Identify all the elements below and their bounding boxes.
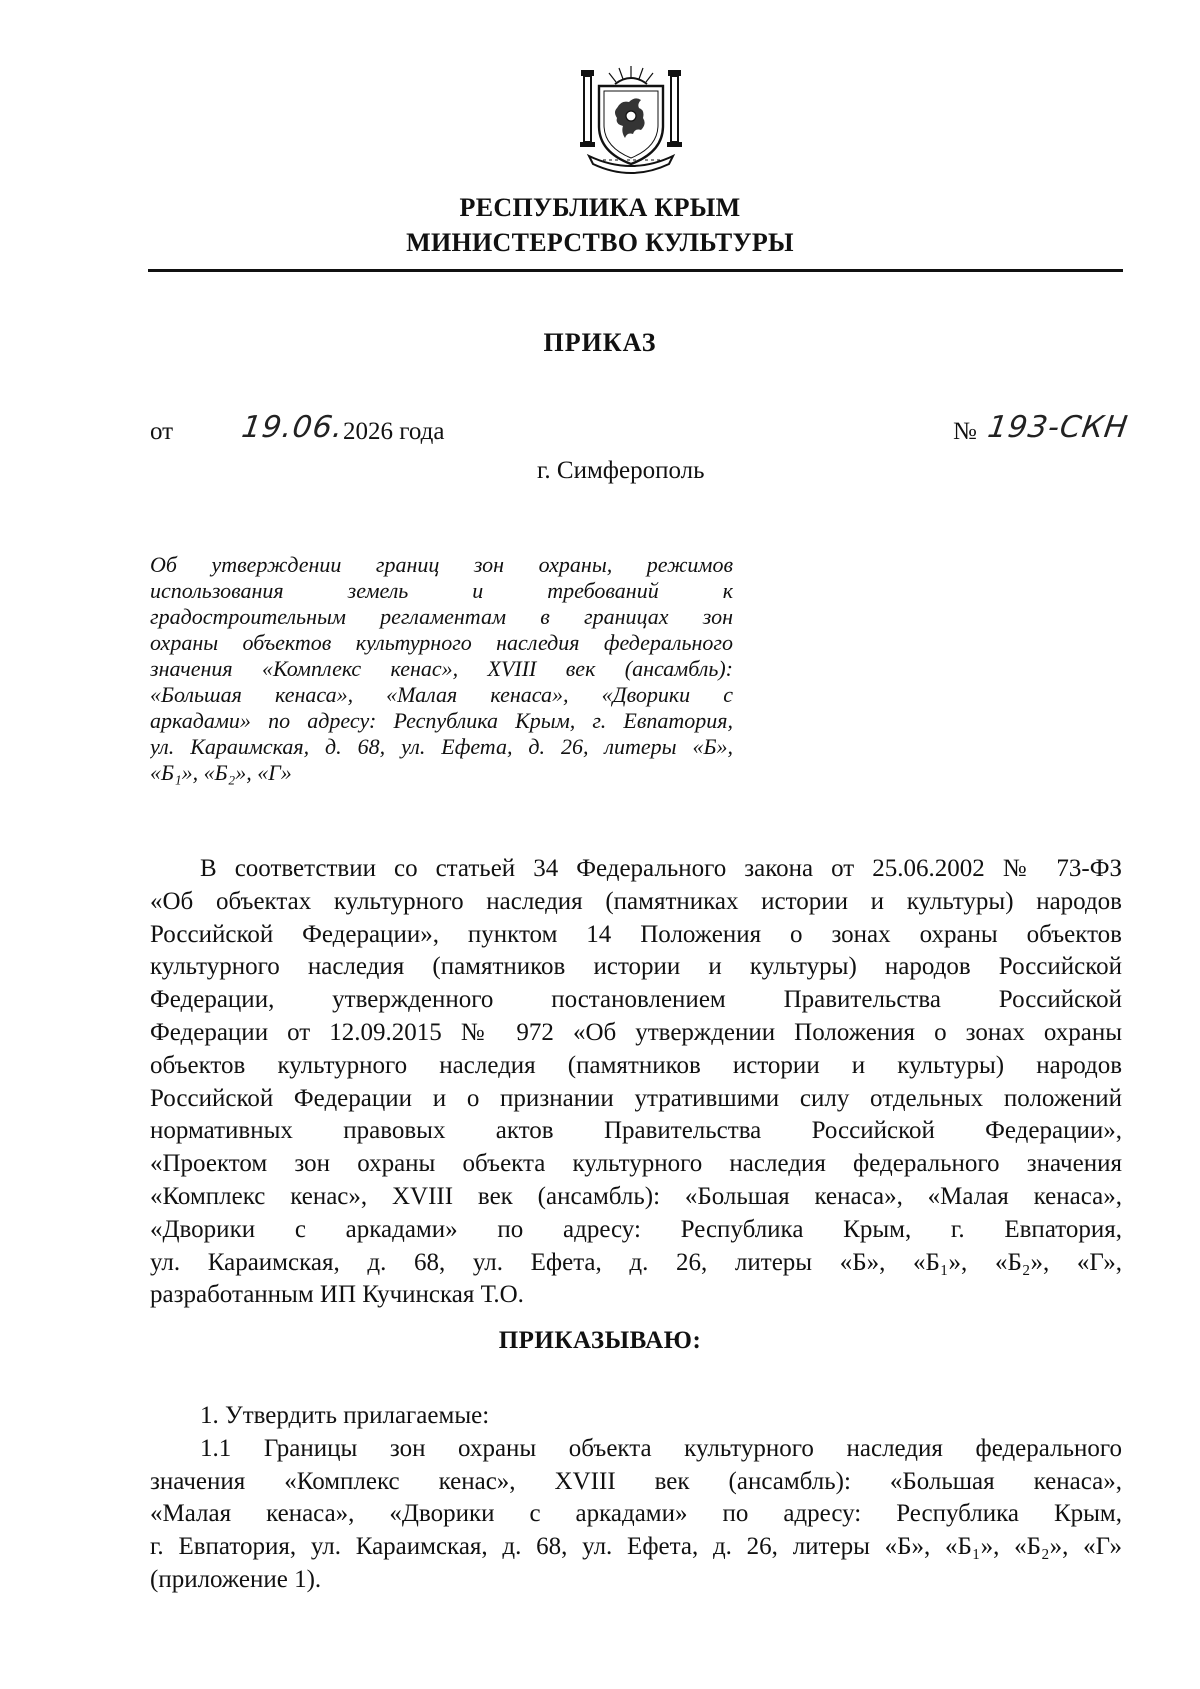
document-type: ПРИКАЗ	[543, 328, 657, 357]
date-prefix: от	[150, 418, 174, 445]
preamble-line: объектов культурного наследия (памятников истории и культуры) народов	[150, 1051, 1122, 1079]
preamble-line: Федерации, утвержденного постановлением Правительства Российской	[150, 986, 1122, 1014]
preamble-line: культурного наследия (памятников истории и культуры) народов Российской	[150, 953, 1122, 981]
title-line: значения «Комплекс кенас», XVIII век (ансамбль):	[150, 656, 733, 681]
preamble-line: разработанным ИП Кучинская Т.О.	[150, 1281, 524, 1309]
header-divider	[148, 269, 1123, 272]
title-line: охраны объектов культурного наследия федерального	[150, 630, 733, 655]
item-line: значения «Комплекс кенас», XVIII век (ансамбль): «Большая кенаса»,	[150, 1467, 1122, 1495]
header-ministry: МИНИСТЕРСТВО КУЛЬТУРЫ	[406, 228, 794, 257]
preamble-line: «Об объектах культурного наследия (памятниках истории и культуры) народов	[150, 887, 1122, 915]
crimea-coat-of-arms-icon	[575, 60, 687, 178]
preamble	[150, 853, 1122, 1312]
city: г. Симферополь	[537, 457, 705, 484]
item-line: 1.1 Границы зон охраны объекта культурного наследия федерального	[200, 1434, 1122, 1462]
item-line: (приложение 1).	[150, 1565, 322, 1593]
order-items	[150, 1400, 1122, 1597]
item-line: 1. Утвердить прилагаемые:	[200, 1402, 490, 1429]
number-handwritten: 193-СКН	[985, 410, 1131, 445]
title-line: использования земель и требований к	[150, 578, 733, 603]
preamble-line: Российской Федерации и о признании утратившими силу отдельных положений	[150, 1084, 1122, 1112]
title-line: Об утверждении границ зон охраны, режимов	[150, 552, 733, 577]
preamble-line: «Комплекс кенас», XVIII век (ансамбль): «Большая кенаса», «Малая кенаса»,	[150, 1182, 1122, 1210]
item-line: «Малая кенаса», «Дворики с аркадами» по адресу: Республика Крым,	[150, 1500, 1122, 1528]
number-prefix: №	[953, 418, 977, 445]
item-line: г. Евпатория, ул. Караимская, д. 68, ул. Ефета, д. 26, литеры «Б», «Б₁», «Б₂», «Г»	[150, 1533, 1122, 1561]
title-line: градостроительным регламентам в границах зон	[150, 604, 733, 629]
order-title	[150, 552, 733, 786]
title-line: ул. Караимская, д. 68, ул. Ефета, д. 26, литеры «Б»,	[150, 734, 733, 759]
preamble-line: ул. Караимская, д. 68, ул. Ефета, д. 26, литеры «Б», «Б₁», «Б₂», «Г»,	[150, 1248, 1122, 1276]
title-line: «Б₁», «Б₂», «Г»	[150, 760, 292, 785]
preamble-line: В соответствии со статьей 34 Федерального закона от 25.06.2002 № 73-ФЗ	[200, 855, 1122, 882]
date-handwritten: 19.06.	[239, 410, 346, 445]
preamble-line: Федерации от 12.09.2015 № 972 «Об утверждении Положения о зонах охраны	[150, 1018, 1122, 1046]
date-year: 2026 года	[343, 418, 445, 445]
title-line: аркадами» по адресу: Республика Крым, г. Евпатория,	[150, 708, 733, 733]
title-line: «Большая кенаса», «Малая кенаса», «Дворики с	[150, 682, 733, 707]
preamble-line: «Проектом зон охраны объекта культурного наследия федерального значения	[150, 1150, 1122, 1178]
header-republic: РЕСПУБЛИКА КРЫМ	[459, 193, 741, 222]
preamble-line: «Дворики с аркадами» по адресу: Республика Крым, г. Евпатория,	[150, 1215, 1122, 1243]
order-heading: ПРИКАЗЫВАЮ:	[498, 1327, 702, 1354]
preamble-line: нормативных правовых актов Правительства Российской Федерации»,	[150, 1117, 1122, 1145]
preamble-line: Российской Федерации», пунктом 14 Положения о зонах охраны объектов	[150, 920, 1122, 948]
